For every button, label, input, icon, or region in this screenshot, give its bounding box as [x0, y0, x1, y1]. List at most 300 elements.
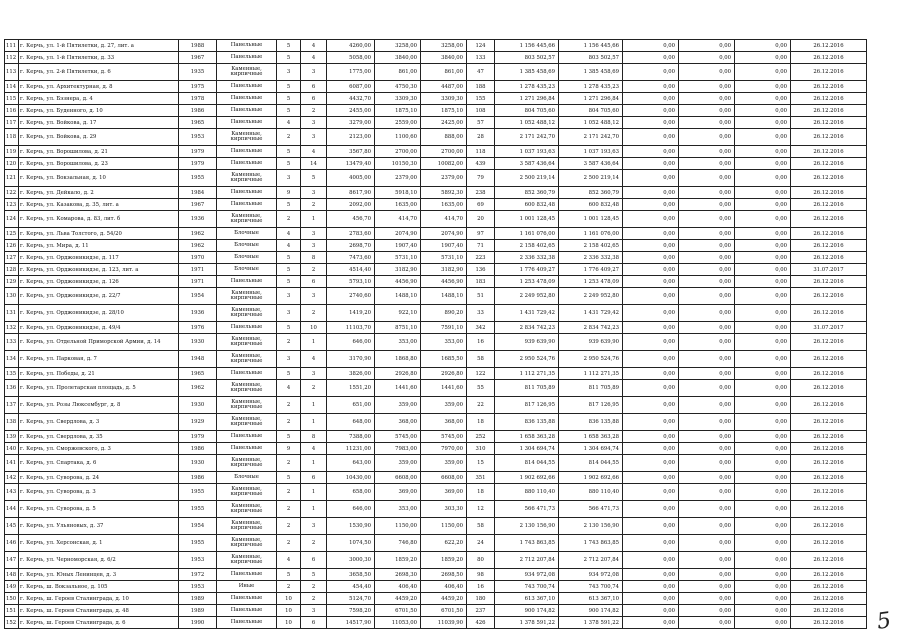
cost-col-a-cell: 0,00 — [623, 305, 679, 322]
wall-material-cell: Каменные, кирпичные — [217, 397, 277, 414]
table-row — [5, 617, 867, 629]
total-cost-cell: 1 156 445,66 — [559, 40, 623, 52]
cost-col-c-cell: 0,00 — [735, 617, 791, 629]
cost-col-c-cell: 0,00 — [735, 129, 791, 146]
year-built-cell: 1936 — [179, 211, 217, 228]
wall-material-cell: Каменные, кирпичные — [217, 484, 277, 501]
cost-col-b-cell: 0,00 — [679, 117, 735, 129]
total-cost-cell: 1 431 729,42 — [559, 305, 623, 322]
residents-cell: 98 — [467, 569, 495, 581]
table-row — [5, 581, 867, 593]
total-cost-cell: 900 174,82 — [559, 605, 623, 617]
cost-col-b-cell: 0,00 — [679, 288, 735, 305]
wall-material-cell: Панельные — [217, 322, 277, 334]
cost-col-c-cell: 0,00 — [735, 240, 791, 252]
cost-col-b-cell: 0,00 — [679, 228, 735, 240]
entrances-cell: 2 — [301, 593, 327, 605]
wall-material-cell: Панельные — [217, 443, 277, 455]
year-built-cell: 1935 — [179, 64, 217, 81]
residential-area-cell: 1875,10 — [421, 105, 467, 117]
floors-cell: 5 — [277, 93, 301, 105]
total-cost-cell: 836 135,88 — [559, 414, 623, 431]
row-number-cell: 137 — [5, 397, 19, 414]
row-number-cell: 128 — [5, 264, 19, 276]
residents-cell: 108 — [467, 105, 495, 117]
table-row — [5, 380, 867, 397]
cost-col-c-cell: 0,00 — [735, 431, 791, 443]
year-built-cell: 1955 — [179, 484, 217, 501]
address-cell: г. Керчь, ш. Вокзальное, д. 105 — [19, 581, 179, 593]
cost-col-c-cell: 0,00 — [735, 187, 791, 199]
residential-area-cell: 1635,00 — [421, 199, 467, 211]
total-cost-cell: 2 336 332,38 — [559, 252, 623, 264]
completion-date-cell: 26.12.2016 — [791, 380, 867, 397]
total-area-cell: 3826,00 — [327, 368, 375, 380]
cost-col-c-cell: 0,00 — [735, 305, 791, 322]
residential-area-cell: 1441,60 — [421, 380, 467, 397]
total-cost-cell: 1 776 409,27 — [559, 264, 623, 276]
total-cost-cell: 1 385 458,69 — [559, 64, 623, 81]
wall-material-cell: Каменные, кирпичные — [217, 414, 277, 431]
total-cost-cell: 2 249 952,80 — [559, 288, 623, 305]
floors-cell: 2 — [277, 455, 301, 472]
wall-material-cell: Панельные — [217, 617, 277, 629]
completion-date-cell: 31.07.2017 — [791, 322, 867, 334]
total-area-cell: 3000,30 — [327, 552, 375, 569]
completion-date-cell: 26.12.2016 — [791, 455, 867, 472]
living-area-cell: 369,00 — [375, 484, 421, 501]
work-cost-cell: 2 249 952,80 — [495, 288, 559, 305]
work-cost-cell: 2 950 524,76 — [495, 351, 559, 368]
entrances-cell: 1 — [301, 455, 327, 472]
row-number-cell: 151 — [5, 605, 19, 617]
completion-date-cell: 26.12.2016 — [791, 351, 867, 368]
address-cell: г. Керчь, ул. Бэзнера, д. 4 — [19, 93, 179, 105]
row-number-cell: 152 — [5, 617, 19, 629]
total-cost-cell: 2 834 742,23 — [559, 322, 623, 334]
address-cell: г. Керчь, ул. Суворова, д. 5 — [19, 501, 179, 518]
residential-area-cell: 5731,10 — [421, 252, 467, 264]
entrances-cell: 3 — [301, 228, 327, 240]
wall-material-cell: Панельные — [217, 52, 277, 64]
year-built-cell: 1984 — [179, 187, 217, 199]
floors-cell: 3 — [277, 351, 301, 368]
cost-col-a-cell: 0,00 — [623, 414, 679, 431]
residential-area-cell: 10082,00 — [421, 158, 467, 170]
wall-material-cell: Панельные — [217, 276, 277, 288]
cost-col-c-cell: 0,00 — [735, 117, 791, 129]
wall-material-cell: Каменные, кирпичные — [217, 288, 277, 305]
total-cost-cell: 1 052 488,12 — [559, 117, 623, 129]
residents-cell: 183 — [467, 276, 495, 288]
cost-col-c-cell: 0,00 — [735, 81, 791, 93]
total-area-cell: 1419,20 — [327, 305, 375, 322]
cost-col-a-cell: 0,00 — [623, 228, 679, 240]
housing-register-table — [4, 39, 867, 629]
total-cost-cell: 1 112 271,35 — [559, 368, 623, 380]
residents-cell: 237 — [467, 605, 495, 617]
total-area-cell: 4260,00 — [327, 40, 375, 52]
address-cell: г. Керчь, ул. Войкова, д. 29 — [19, 129, 179, 146]
table-row — [5, 397, 867, 414]
entrances-cell: 3 — [301, 605, 327, 617]
cost-col-b-cell: 0,00 — [679, 240, 735, 252]
cost-col-c-cell: 0,00 — [735, 414, 791, 431]
floors-cell: 5 — [277, 431, 301, 443]
residents-cell: 223 — [467, 252, 495, 264]
entrances-cell: 3 — [301, 64, 327, 81]
floors-cell: 5 — [277, 81, 301, 93]
cost-col-a-cell: 0,00 — [623, 569, 679, 581]
year-built-cell: 1979 — [179, 431, 217, 443]
year-built-cell: 1948 — [179, 351, 217, 368]
row-number-cell: 132 — [5, 322, 19, 334]
cost-col-c-cell: 0,00 — [735, 288, 791, 305]
address-cell: г. Керчь, ш. Героев Сталинграда, д. 6 — [19, 617, 179, 629]
floors-cell: 5 — [277, 252, 301, 264]
residential-area-cell: 4456,90 — [421, 276, 467, 288]
entrances-cell: 2 — [301, 264, 327, 276]
living-area-cell: 922,10 — [375, 305, 421, 322]
living-area-cell: 5745,00 — [375, 431, 421, 443]
cost-col-a-cell: 0,00 — [623, 617, 679, 629]
completion-date-cell: 26.12.2016 — [791, 414, 867, 431]
cost-col-a-cell: 0,00 — [623, 276, 679, 288]
residents-cell: 20 — [467, 211, 495, 228]
residential-area-cell: 369,00 — [421, 484, 467, 501]
wall-material-cell: Каменные, кирпичные — [217, 170, 277, 187]
entrances-cell: 3 — [301, 129, 327, 146]
wall-material-cell: Панельные — [217, 593, 277, 605]
address-cell: г. Керчь, ул. Орджоникидзе, д. 49/4 — [19, 322, 179, 334]
floors-cell: 2 — [277, 484, 301, 501]
cost-col-a-cell: 0,00 — [623, 484, 679, 501]
table-row — [5, 170, 867, 187]
address-cell: г. Керчь, ул. Суворова, д. 24 — [19, 472, 179, 484]
living-area-cell: 414,70 — [375, 211, 421, 228]
residents-cell: 58 — [467, 518, 495, 535]
total-cost-cell: 2 130 156,90 — [559, 518, 623, 535]
address-cell: г. Керчь, ул. Мира, д. 11 — [19, 240, 179, 252]
work-cost-cell: 613 367,10 — [495, 593, 559, 605]
total-area-cell: 3279,00 — [327, 117, 375, 129]
living-area-cell: 406,40 — [375, 581, 421, 593]
year-built-cell: 1967 — [179, 52, 217, 64]
total-area-cell: 8617,90 — [327, 187, 375, 199]
wall-material-cell: Блочные — [217, 228, 277, 240]
residents-cell: 15 — [467, 455, 495, 472]
cost-col-a-cell: 0,00 — [623, 158, 679, 170]
table-row — [5, 501, 867, 518]
cost-col-a-cell: 0,00 — [623, 52, 679, 64]
total-area-cell: 11231,00 — [327, 443, 375, 455]
floors-cell: 9 — [277, 187, 301, 199]
total-cost-cell: 2 500 219,14 — [559, 170, 623, 187]
cost-col-c-cell: 0,00 — [735, 351, 791, 368]
year-built-cell: 1978 — [179, 93, 217, 105]
living-area-cell: 3258,00 — [375, 40, 421, 52]
total-cost-cell: 1 253 478,09 — [559, 276, 623, 288]
total-cost-cell: 1 161 076,00 — [559, 228, 623, 240]
completion-date-cell: 26.12.2016 — [791, 105, 867, 117]
row-number-cell: 146 — [5, 535, 19, 552]
living-area-cell: 2926,80 — [375, 368, 421, 380]
row-number-cell: 112 — [5, 52, 19, 64]
year-built-cell: 1965 — [179, 368, 217, 380]
table-row — [5, 288, 867, 305]
address-cell: г. Керчь, ул. Сморжевского, д. 3 — [19, 443, 179, 455]
table-row — [5, 158, 867, 170]
work-cost-cell: 804 705,60 — [495, 105, 559, 117]
wall-material-cell: Панельные — [217, 368, 277, 380]
cost-col-b-cell: 0,00 — [679, 593, 735, 605]
cost-col-c-cell: 0,00 — [735, 380, 791, 397]
residential-area-cell: 1907,40 — [421, 240, 467, 252]
residential-area-cell: 353,00 — [421, 334, 467, 351]
residents-cell: 71 — [467, 240, 495, 252]
work-cost-cell: 1 776 409,27 — [495, 264, 559, 276]
residents-cell: 122 — [467, 368, 495, 380]
table-row — [5, 484, 867, 501]
residents-cell: 252 — [467, 431, 495, 443]
wall-material-cell: Каменные, кирпичные — [217, 501, 277, 518]
table-row — [5, 240, 867, 252]
total-area-cell: 2783,60 — [327, 228, 375, 240]
living-area-cell: 2379,00 — [375, 170, 421, 187]
entrances-cell: 2 — [301, 105, 327, 117]
entrances-cell: 2 — [301, 305, 327, 322]
work-cost-cell: 2 158 402,65 — [495, 240, 559, 252]
address-cell: г. Керчь, ул. Орджоникидзе, д. 126 — [19, 276, 179, 288]
table-row — [5, 187, 867, 199]
cost-col-c-cell: 0,00 — [735, 443, 791, 455]
residents-cell: 310 — [467, 443, 495, 455]
completion-date-cell: 26.12.2016 — [791, 484, 867, 501]
row-number-cell: 123 — [5, 199, 19, 211]
floors-cell: 2 — [277, 397, 301, 414]
work-cost-cell: 2 336 332,38 — [495, 252, 559, 264]
year-built-cell: 1962 — [179, 380, 217, 397]
table-row — [5, 455, 867, 472]
cost-col-a-cell: 0,00 — [623, 252, 679, 264]
year-built-cell: 1930 — [179, 397, 217, 414]
total-area-cell: 1530,90 — [327, 518, 375, 535]
work-cost-cell: 2 834 742,23 — [495, 322, 559, 334]
row-number-cell: 121 — [5, 170, 19, 187]
table-row — [5, 535, 867, 552]
cost-col-b-cell: 0,00 — [679, 81, 735, 93]
work-cost-cell: 1 001 128,45 — [495, 211, 559, 228]
residents-cell: 439 — [467, 158, 495, 170]
wall-material-cell: Панельные — [217, 605, 277, 617]
entrances-cell: 6 — [301, 617, 327, 629]
floors-cell: 2 — [277, 211, 301, 228]
row-number-cell: 141 — [5, 455, 19, 472]
year-built-cell: 1967 — [179, 199, 217, 211]
work-cost-cell: 1 271 296,84 — [495, 93, 559, 105]
total-cost-cell: 2 171 242,70 — [559, 129, 623, 146]
residential-area-cell: 1150,00 — [421, 518, 467, 535]
cost-col-a-cell: 0,00 — [623, 501, 679, 518]
entrances-cell: 3 — [301, 288, 327, 305]
cost-col-b-cell: 0,00 — [679, 617, 735, 629]
residential-area-cell: 1859,20 — [421, 552, 467, 569]
address-cell: г. Керчь, ул. Орджоникидзе, д. 123, лит. а — [19, 264, 179, 276]
completion-date-cell: 26.12.2016 — [791, 368, 867, 380]
cost-col-a-cell: 0,00 — [623, 472, 679, 484]
wall-material-cell: Панельные — [217, 146, 277, 158]
cost-col-c-cell: 0,00 — [735, 252, 791, 264]
cost-col-b-cell: 0,00 — [679, 431, 735, 443]
entrances-cell: 3 — [301, 240, 327, 252]
total-area-cell: 7598,20 — [327, 605, 375, 617]
residential-area-cell: 2700,00 — [421, 146, 467, 158]
row-number-cell: 134 — [5, 351, 19, 368]
total-area-cell: 7473,60 — [327, 252, 375, 264]
year-built-cell: 1979 — [179, 158, 217, 170]
residents-cell: 12 — [467, 501, 495, 518]
floors-cell: 2 — [277, 535, 301, 552]
work-cost-cell: 1 378 591,22 — [495, 617, 559, 629]
total-cost-cell: 852 360,79 — [559, 187, 623, 199]
floors-cell: 4 — [277, 228, 301, 240]
living-area-cell: 11053,00 — [375, 617, 421, 629]
wall-material-cell: Блочные — [217, 252, 277, 264]
year-built-cell: 1988 — [179, 40, 217, 52]
cost-col-c-cell: 0,00 — [735, 455, 791, 472]
cost-col-c-cell: 0,00 — [735, 501, 791, 518]
address-cell: г. Керчь, ул. Комарова, д. 83, лит. б — [19, 211, 179, 228]
cost-col-a-cell: 0,00 — [623, 199, 679, 211]
row-number-cell: 129 — [5, 276, 19, 288]
total-area-cell: 1074,50 — [327, 535, 375, 552]
floors-cell: 5 — [277, 158, 301, 170]
table-row — [5, 322, 867, 334]
wall-material-cell: Каменные, кирпичные — [217, 552, 277, 569]
entrances-cell: 3 — [301, 368, 327, 380]
entrances-cell: 6 — [301, 81, 327, 93]
total-area-cell: 3170,90 — [327, 351, 375, 368]
cost-col-a-cell: 0,00 — [623, 288, 679, 305]
cost-col-a-cell: 0,00 — [623, 322, 679, 334]
wall-material-cell: Блочные — [217, 472, 277, 484]
work-cost-cell: 852 360,79 — [495, 187, 559, 199]
floors-cell: 5 — [277, 264, 301, 276]
cost-col-c-cell: 0,00 — [735, 569, 791, 581]
row-number-cell: 119 — [5, 146, 19, 158]
completion-date-cell: 31.07.2017 — [791, 264, 867, 276]
living-area-cell: 6701,50 — [375, 605, 421, 617]
residents-cell: 80 — [467, 552, 495, 569]
year-built-cell: 1990 — [179, 617, 217, 629]
floors-cell: 10 — [277, 617, 301, 629]
cost-col-c-cell: 0,00 — [735, 518, 791, 535]
table-body — [5, 40, 867, 629]
total-area-cell: 2123,00 — [327, 129, 375, 146]
work-cost-cell: 1 385 458,69 — [495, 64, 559, 81]
entrances-cell: 4 — [301, 40, 327, 52]
total-cost-cell: 880 110,40 — [559, 484, 623, 501]
work-cost-cell: 2 712 207,84 — [495, 552, 559, 569]
cost-col-a-cell: 0,00 — [623, 334, 679, 351]
living-area-cell: 1868,80 — [375, 351, 421, 368]
residents-cell: 124 — [467, 40, 495, 52]
work-cost-cell: 1 037 193,63 — [495, 146, 559, 158]
cost-col-b-cell: 0,00 — [679, 501, 735, 518]
table-row — [5, 593, 867, 605]
residential-area-cell: 5892,30 — [421, 187, 467, 199]
residential-area-cell: 2074,90 — [421, 228, 467, 240]
row-number-cell: 127 — [5, 252, 19, 264]
cost-col-c-cell: 0,00 — [735, 199, 791, 211]
total-area-cell: 4005,00 — [327, 170, 375, 187]
entrances-cell: 6 — [301, 276, 327, 288]
residential-area-cell: 1488,10 — [421, 288, 467, 305]
residents-cell: 118 — [467, 146, 495, 158]
residents-cell: 133 — [467, 52, 495, 64]
wall-material-cell: Каменные, кирпичные — [217, 351, 277, 368]
residential-area-cell: 303,30 — [421, 501, 467, 518]
residential-area-cell: 2926,80 — [421, 368, 467, 380]
cost-col-b-cell: 0,00 — [679, 472, 735, 484]
cost-col-c-cell: 0,00 — [735, 535, 791, 552]
total-area-cell: 3658,50 — [327, 569, 375, 581]
total-area-cell: 456,70 — [327, 211, 375, 228]
table-row — [5, 605, 867, 617]
cost-col-b-cell: 0,00 — [679, 334, 735, 351]
cost-col-b-cell: 0,00 — [679, 455, 735, 472]
completion-date-cell: 26.12.2016 — [791, 518, 867, 535]
total-cost-cell: 1 304 694,74 — [559, 443, 623, 455]
cost-col-b-cell: 0,00 — [679, 518, 735, 535]
cost-col-c-cell: 0,00 — [735, 105, 791, 117]
completion-date-cell: 26.12.2016 — [791, 252, 867, 264]
table-row — [5, 431, 867, 443]
table-row — [5, 472, 867, 484]
residential-area-cell: 890,20 — [421, 305, 467, 322]
cost-col-a-cell: 0,00 — [623, 455, 679, 472]
work-cost-cell: 1 658 363,28 — [495, 431, 559, 443]
residents-cell: 57 — [467, 117, 495, 129]
address-cell: г. Керчь, ул. Орджоникидзе, д. 28/10 — [19, 305, 179, 322]
floors-cell: 10 — [277, 593, 301, 605]
address-cell: г. Керчь, ул. Орджоникидзе, д. 22/7 — [19, 288, 179, 305]
cost-col-a-cell: 0,00 — [623, 64, 679, 81]
floors-cell: 3 — [277, 170, 301, 187]
wall-material-cell: Блочные — [217, 240, 277, 252]
row-number-cell: 145 — [5, 518, 19, 535]
cost-col-c-cell: 0,00 — [735, 211, 791, 228]
residential-area-cell: 2379,00 — [421, 170, 467, 187]
total-area-cell: 6087,00 — [327, 81, 375, 93]
row-number-cell: 150 — [5, 593, 19, 605]
cost-col-a-cell: 0,00 — [623, 380, 679, 397]
address-cell: г. Керчь, ул. Розы Люксембург, д. 8 — [19, 397, 179, 414]
floors-cell: 3 — [277, 64, 301, 81]
entrances-cell: 1 — [301, 414, 327, 431]
row-number-cell: 124 — [5, 211, 19, 228]
address-cell: г. Керчь, ул. Суворова, д. 3 — [19, 484, 179, 501]
wall-material-cell: Панельные — [217, 199, 277, 211]
total-area-cell: 2455,00 — [327, 105, 375, 117]
work-cost-cell: 1 743 863,85 — [495, 535, 559, 552]
residential-area-cell: 6701,50 — [421, 605, 467, 617]
living-area-cell: 1488,10 — [375, 288, 421, 305]
row-number-cell: 142 — [5, 472, 19, 484]
total-area-cell: 5058,00 — [327, 52, 375, 64]
entrances-cell: 6 — [301, 93, 327, 105]
handwritten-page-number: 5 — [875, 608, 893, 635]
